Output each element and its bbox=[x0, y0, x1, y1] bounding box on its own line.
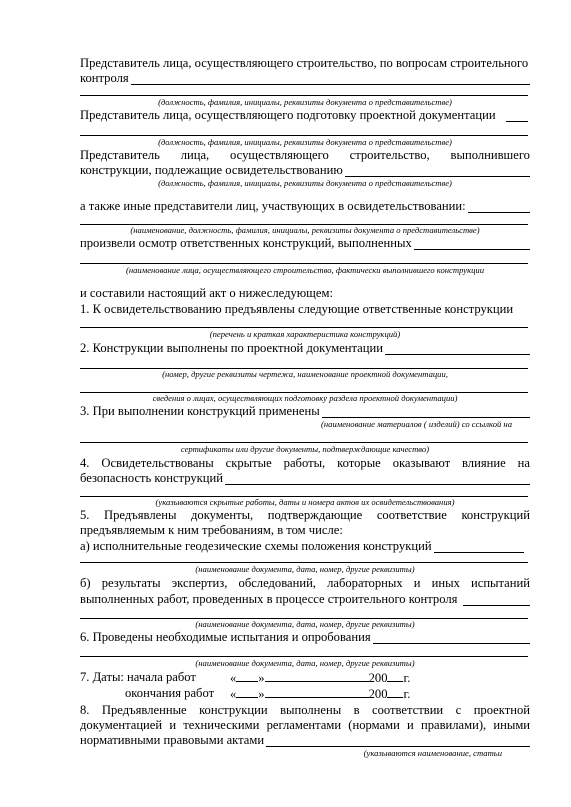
blank-line[interactable] bbox=[80, 327, 528, 328]
blank-line[interactable] bbox=[80, 95, 528, 96]
section-8-line1: 8. Предъявленные конструкции выполнены в соответствии с проектной bbox=[80, 703, 530, 717]
inspection-line: произвели осмотр ответственных конструкций, выполненных bbox=[80, 236, 530, 251]
caption-6: (наименование документа, дата, номер, другие реквизиты) bbox=[195, 658, 415, 668]
caption-rep-builder: (должность, фамилия, инициалы, реквизиты документа о представительстве) bbox=[158, 97, 452, 107]
blank-line[interactable] bbox=[80, 562, 528, 563]
section-4-line2: безопасность конструкций bbox=[80, 471, 530, 486]
section-5a-field[interactable] bbox=[434, 541, 524, 553]
start-date-field[interactable]: « » 200 г. bbox=[230, 671, 411, 685]
section-8-line2: документацией и техническими регламентами (нормами и правилами), иными bbox=[80, 718, 531, 732]
section-1-title: 1. К освидетельствованию предъявлены следующие ответственные конструкции bbox=[80, 302, 514, 316]
rep-designer-field[interactable] bbox=[506, 110, 528, 122]
section-3-field[interactable] bbox=[322, 406, 530, 418]
section-5b-field[interactable] bbox=[463, 594, 530, 606]
section-4-line1: 4. Освидетельствованы скрытые работы, которые оказывают влияние на bbox=[80, 456, 530, 470]
section-2-line: 2. Конструкции выполнены по проектной документации bbox=[80, 341, 530, 356]
end-date-field[interactable]: « » 200 г. bbox=[230, 687, 411, 701]
caption-3b: сертификаты или другие документы, подтверждающие качество) bbox=[180, 444, 430, 454]
section-4-field[interactable] bbox=[225, 473, 530, 485]
section-6-field[interactable] bbox=[373, 632, 530, 644]
section-5b-line2: выполненных работ, проведенных в процессе строительного контроля bbox=[80, 592, 530, 607]
caption-builder: (наименование лица, осуществляющего строительство, фактически выполнившего конструкции bbox=[126, 265, 484, 275]
section-8-line3: нормативными правовыми актами bbox=[80, 733, 530, 748]
section-2-field[interactable] bbox=[385, 343, 530, 355]
rep-contractor-line2: конструкции, подлежащие освидетельствованию bbox=[80, 163, 530, 178]
section-5a-line: а) исполнительные геодезические схемы положения конструкций bbox=[80, 539, 530, 554]
start-date-label: 7. Даты: начала работ bbox=[80, 670, 196, 684]
inspection-field[interactable] bbox=[414, 238, 530, 250]
section-5-line1: 5. Предъявлены документы, подтверждающие соответствие конструкций bbox=[80, 508, 530, 522]
section-5-line2: предъявляемым к ним требованиям, в том числе: bbox=[80, 523, 343, 537]
caption-2b: сведения о лицах, осуществляющих подготовку раздела проектной документации) bbox=[152, 393, 458, 403]
rep-contractor-field[interactable] bbox=[345, 165, 530, 177]
caption-rep-contractor: (должность, фамилия, инициалы, реквизиты документа о представительстве) bbox=[158, 178, 452, 188]
caption-5a: (наименование документа, дата, номер, другие реквизиты) bbox=[195, 564, 415, 574]
section-8-field[interactable] bbox=[266, 735, 530, 747]
rep-builder-line1: Представитель лица, осуществляющего строительство, по вопросам строительного bbox=[80, 56, 529, 70]
caption-others: (наименование, должность, фамилия, инициалы, реквизиты документа о представительстве) bbox=[130, 225, 480, 235]
caption-4: (указываются скрытые работы, даты и номера актов их освидетельствования) bbox=[155, 497, 455, 507]
section-5b-line1: б) результаты экспертиз, обследований, лабораторных и иных испытаний bbox=[80, 576, 530, 590]
caption-5b: (наименование документа, дата, номер, другие реквизиты) bbox=[195, 619, 415, 629]
others-field[interactable] bbox=[468, 201, 530, 213]
others-line: а также иные представители лиц, участвующих в освидетельствовании: bbox=[80, 199, 530, 214]
caption-2a: (номер, другие реквизиты чертежа, наименование проектной документации, bbox=[162, 369, 448, 379]
end-date-label: окончания работ bbox=[125, 686, 215, 700]
blank-line[interactable] bbox=[80, 656, 528, 657]
caption-1: (перечень и краткая характеристика конструкций) bbox=[209, 329, 401, 339]
section-6-line: 6. Проведены необходимые испытания и опробования bbox=[80, 630, 530, 645]
section-3-line: 3. При выполнении конструкций применены bbox=[80, 404, 530, 419]
caption-3a: (наименование материалов ( изделий) со ссылкой на bbox=[321, 419, 512, 429]
blank-line[interactable] bbox=[80, 442, 528, 443]
blank-line[interactable] bbox=[80, 263, 528, 264]
rep-builder-field[interactable] bbox=[131, 73, 530, 85]
act-intro: и составили настоящий акт о нижеследующем: bbox=[80, 286, 333, 300]
rep-builder-line2: контроля bbox=[80, 71, 530, 86]
caption-rep-designer: (должность, фамилия, инициалы, реквизиты документа о представительстве) bbox=[158, 137, 452, 147]
caption-8: (указываются наименование, статьи bbox=[363, 748, 502, 758]
rep-contractor-line1: Представитель лица, осуществляющего строительство, выполнившего bbox=[80, 148, 530, 162]
rep-designer-line: Представитель лица, осуществляющего подготовку проектной документации bbox=[80, 108, 530, 123]
blank-line[interactable] bbox=[80, 135, 528, 136]
